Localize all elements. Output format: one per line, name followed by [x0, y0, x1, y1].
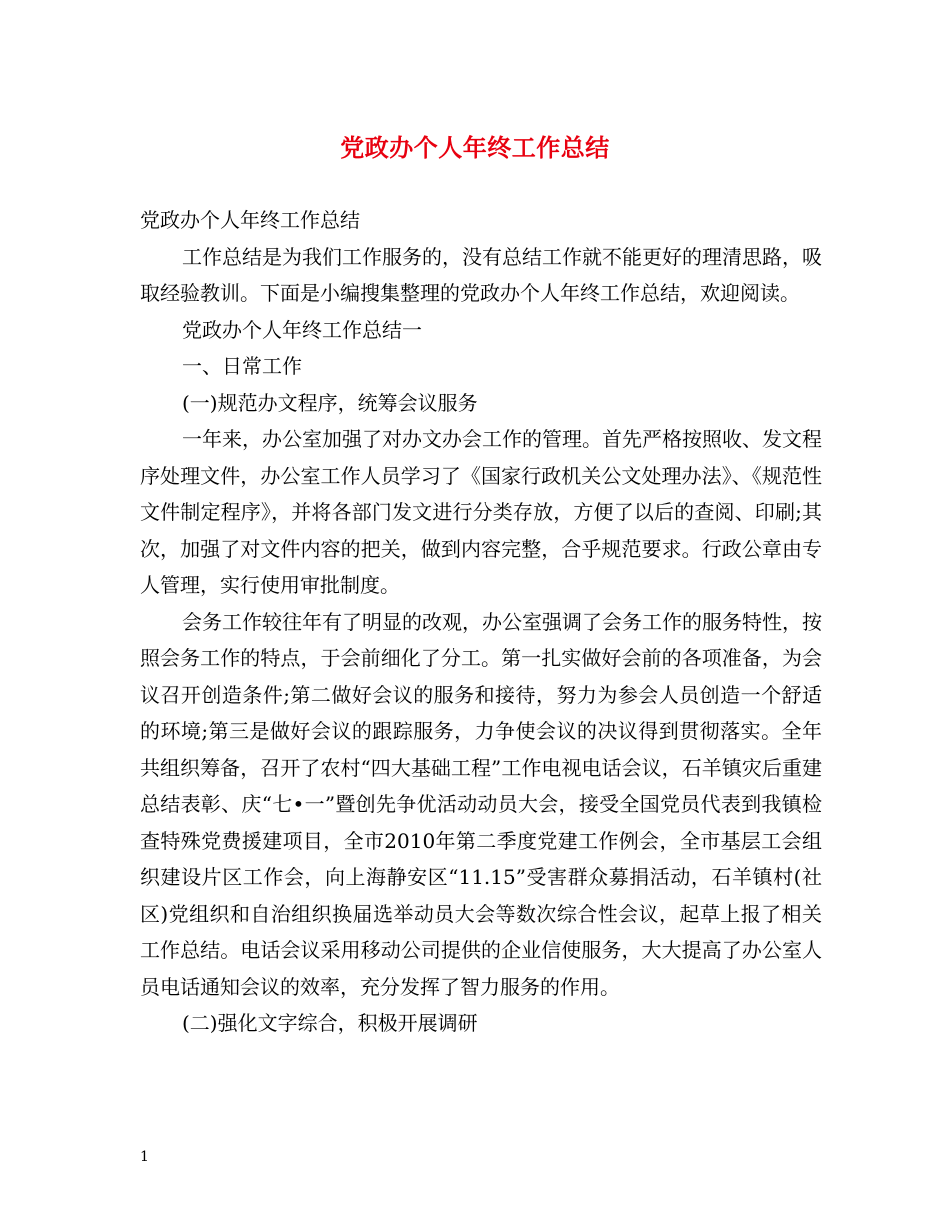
paragraph-subheading-writing-research: (二)强化文字综合，积极开展调研	[182, 1011, 478, 1035]
paragraph-document-management: 一年来，办公室加强了对办文办会工作的管理。首先严格按照收、发文程序处理文件，办公室工作人员学习了《国家行政机关公文处理办法》、《规范性文件制定程序》，并将各部门发文进行分类存放，方便了以后的查阅、印刷;其次，加强了对文件内容的把关，做到内容完整，合乎规范要求。行政公章由专人管理，实行使用审批制度。	[140, 427, 822, 597]
page-number: 1	[140, 1149, 149, 1165]
paragraph-section-title: 党政办个人年终工作总结一	[182, 317, 422, 342]
document-body	[140, 202, 822, 1042]
paragraph-heading: 党政办个人年终工作总结	[140, 208, 360, 232]
paragraph-intro: 工作总结是为我们工作服务的，没有总结工作就不能更好的理清思路，吸取经验教训。下面是小编搜集整理的党政办个人年终工作总结，欢迎阅读。	[140, 244, 822, 305]
paragraph-meeting-services: 会务工作较往年有了明显的改观，办公室强调了会务工作的服务特性，按照会务工作的特点，于会前细化了分工。第一扎实做好会前的各项准备，为会议召开创造条件;第二做好会议的服务和接待，努力为参会人员创造一个舒适的环境;第三是做好会议的跟踪服务，力争使会议的决议得到贯彻落实。全年共组织筹备，召开了农村“四大基础工程”工作电视电话会议，石羊镇灾后重建总结表彰、庆“七•一”暨创先争优活动动员大会，接受全国党员代表到我镇检查特殊党费援建项目，全市2010年第二季度党建工作例会，全市基层工会组织建设片区工作会，向上海静安区“11.15”受害群众募捐活动，石羊镇村(社区)党组织和自治组织换届选举动员大会等数次综合性会议，起草上报了相关工作总结。电话会议采用移动公司提供的企业信使服务，大大提高了办公室人员电话通知会议的效率，充分发挥了智力服务的作用。	[140, 609, 822, 999]
paragraph-subheading-daily-work: 一、日常工作	[182, 354, 302, 378]
document-title: 党政办个人年终工作总结	[340, 133, 610, 162]
paragraph-subheading-document-process: (一)规范办文程序，统筹会议服务	[182, 390, 478, 415]
